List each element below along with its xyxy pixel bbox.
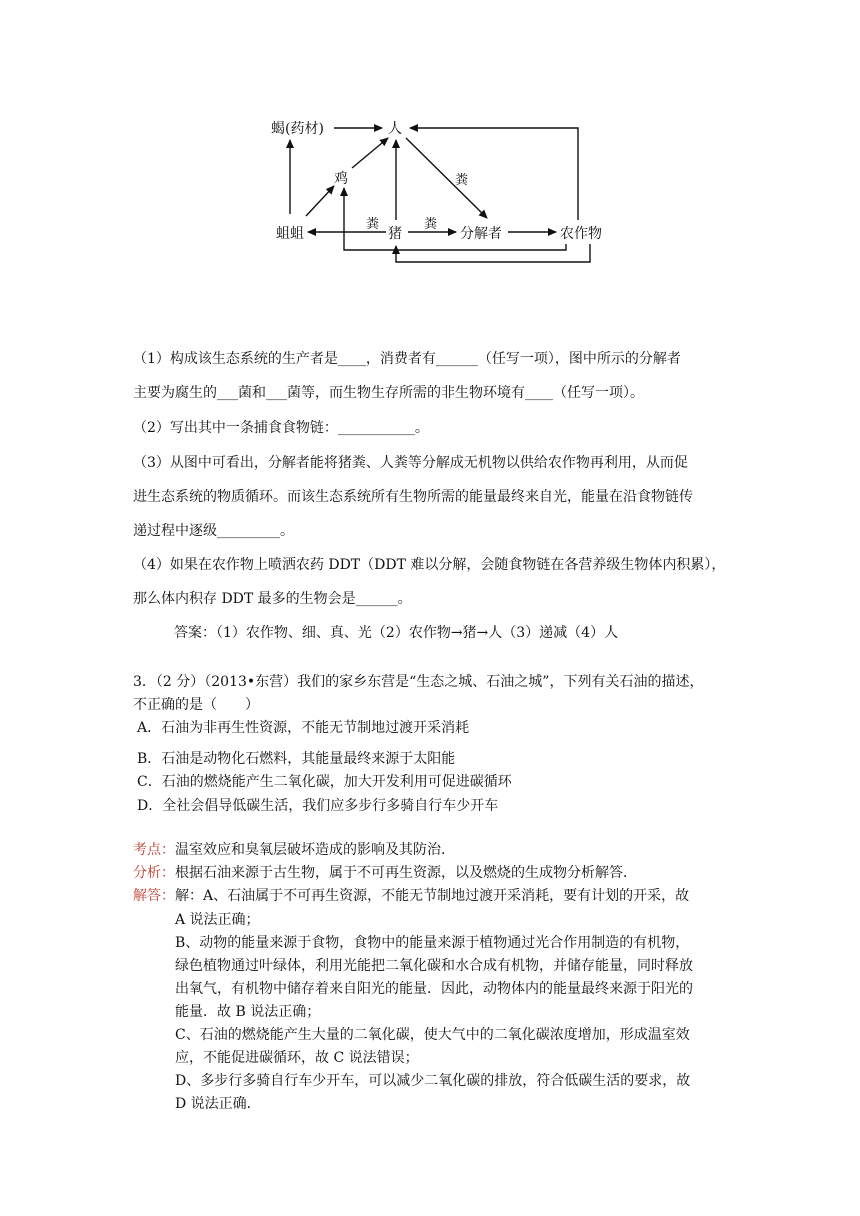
edge-label-manure-pig-right: 粪 <box>424 217 438 232</box>
jieda-label: 解答： <box>133 888 175 904</box>
q4-line2: 那么体内积存 DDT 最多的生物会是______。 <box>133 591 412 607</box>
jieda-line-10: D 说法正确． <box>175 1096 261 1112</box>
problem3-stem-line2: 不正确的是（ ） <box>133 697 259 713</box>
jieda-line-8: 应，不能促进碳循环，故 C 说法错误； <box>175 1050 419 1066</box>
q3-line3: 递过程中逐级_________。 <box>133 523 294 539</box>
arrow-chicken-human <box>352 138 388 168</box>
kaodian-text: 温室效应和臭氧层破坏造成的影响及其防治． <box>175 842 455 858</box>
q1-line2: 主要为腐生的___菌和___菌等，而生物生存所需的非生物环境有____（任写一项）。 <box>133 385 644 401</box>
kaodian-row <box>133 839 455 859</box>
option-c: C．石油的燃烧能产生二氧化碳，加大开发利用可促进碳循环 <box>137 774 512 790</box>
jieda-line-2: A 说法正确； <box>175 912 260 928</box>
kaodian-label: 考点： <box>133 842 175 858</box>
fenxi-label: 分析： <box>133 865 175 881</box>
jieda-line-1: 解：A、石油属于不可再生资源，不能无节制地过渡开采消耗，要有计划的开采，故 <box>175 888 690 904</box>
arrow-crop-human <box>410 128 578 220</box>
jieda-line-4: 绿色植物通过叶绿体，利用光能把二氧化碳和水合成有机物，并储存能量，同时释放 <box>175 958 693 974</box>
q2: （2）写出其中一条捕食食物链：___________。 <box>133 420 429 436</box>
node-maggot: 蛆蛆 <box>276 226 304 242</box>
arrow-human-decomposer <box>406 138 487 218</box>
edge-label-manure-human: 粪 <box>455 173 469 188</box>
jieda-line-3: B、动物的能量来源于食物，食物中的能量来源于植物通过光合作用制造的有机物， <box>175 935 690 951</box>
fenxi-row <box>133 862 637 882</box>
node-crop: 农作物 <box>560 226 602 242</box>
node-human: 人 <box>388 121 402 137</box>
q3-line2: 进生态系统的物质循环。而该生态系统所有生物所需的能量最终来自光，能量在沿食物链传 <box>133 489 693 505</box>
edge-label-manure-pig-left: 粪 <box>366 217 380 232</box>
option-b: B．石油是动物化石燃料，其能量最终来源于太阳能 <box>137 751 456 767</box>
food-web-diagram <box>0 0 860 290</box>
q1-line1: （1）构成该生态系统的生产者是____，消费者有______（任写一项），图中所示的分解者 <box>133 351 681 367</box>
jieda-line-9: D、多步行多骑自行车少开车，可以减少二氧化碳的排放，符合低碳生活的要求，故 <box>175 1073 691 1089</box>
option-d: D．全社会倡导低碳生活，我们应多步行多骑自行车少开车 <box>137 798 499 814</box>
node-pig: 猪 <box>388 226 402 242</box>
q3-line1: （3）从图中可看出，分解者能将猪粪、人粪等分解成无机物以供给农作物再利用，从而促 <box>133 455 688 471</box>
node-chicken: 鸡 <box>334 171 348 187</box>
jieda-line-5: 出氧气，有机物中储存着来自阳光的能量．因此，动物体内的能量最终来源于阳光的 <box>175 981 693 997</box>
node-decomposer: 分解者 <box>460 226 502 242</box>
arrow-crop-pig <box>396 244 590 262</box>
answer-line: 答案：（1）农作物、细、真、光（2）农作物→猪→人（3）递减（4）人 <box>174 625 619 641</box>
problem3-stem-line1: 3．（2 分）（2013•东营）我们的家乡东营是“生态之城、石油之城”，下列有关石油的描述， <box>133 674 704 690</box>
option-a: A．石油为非再生性资源，不能无节制地过渡开采消耗 <box>137 720 470 736</box>
arrow-maggot-chicken <box>306 186 334 216</box>
fenxi-text: 根据石油来源于古生物，属于不可再生资源，以及燃烧的生成物分析解答． <box>175 865 637 881</box>
jieda-line-7: C、石油的燃烧能产生大量的二氧化碳，使大气中的二氧化碳浓度增加，形成温室效 <box>175 1027 690 1043</box>
jieda-line-6: 能量．故 B 说法正确； <box>175 1004 321 1020</box>
node-scorpion: 蝎(药材) <box>271 121 324 137</box>
q4-line1: （4）如果在农作物上喷洒农药 DDT（DDT 难以分解，会随食物链在各营养级生物体内积累）， <box>133 557 726 573</box>
